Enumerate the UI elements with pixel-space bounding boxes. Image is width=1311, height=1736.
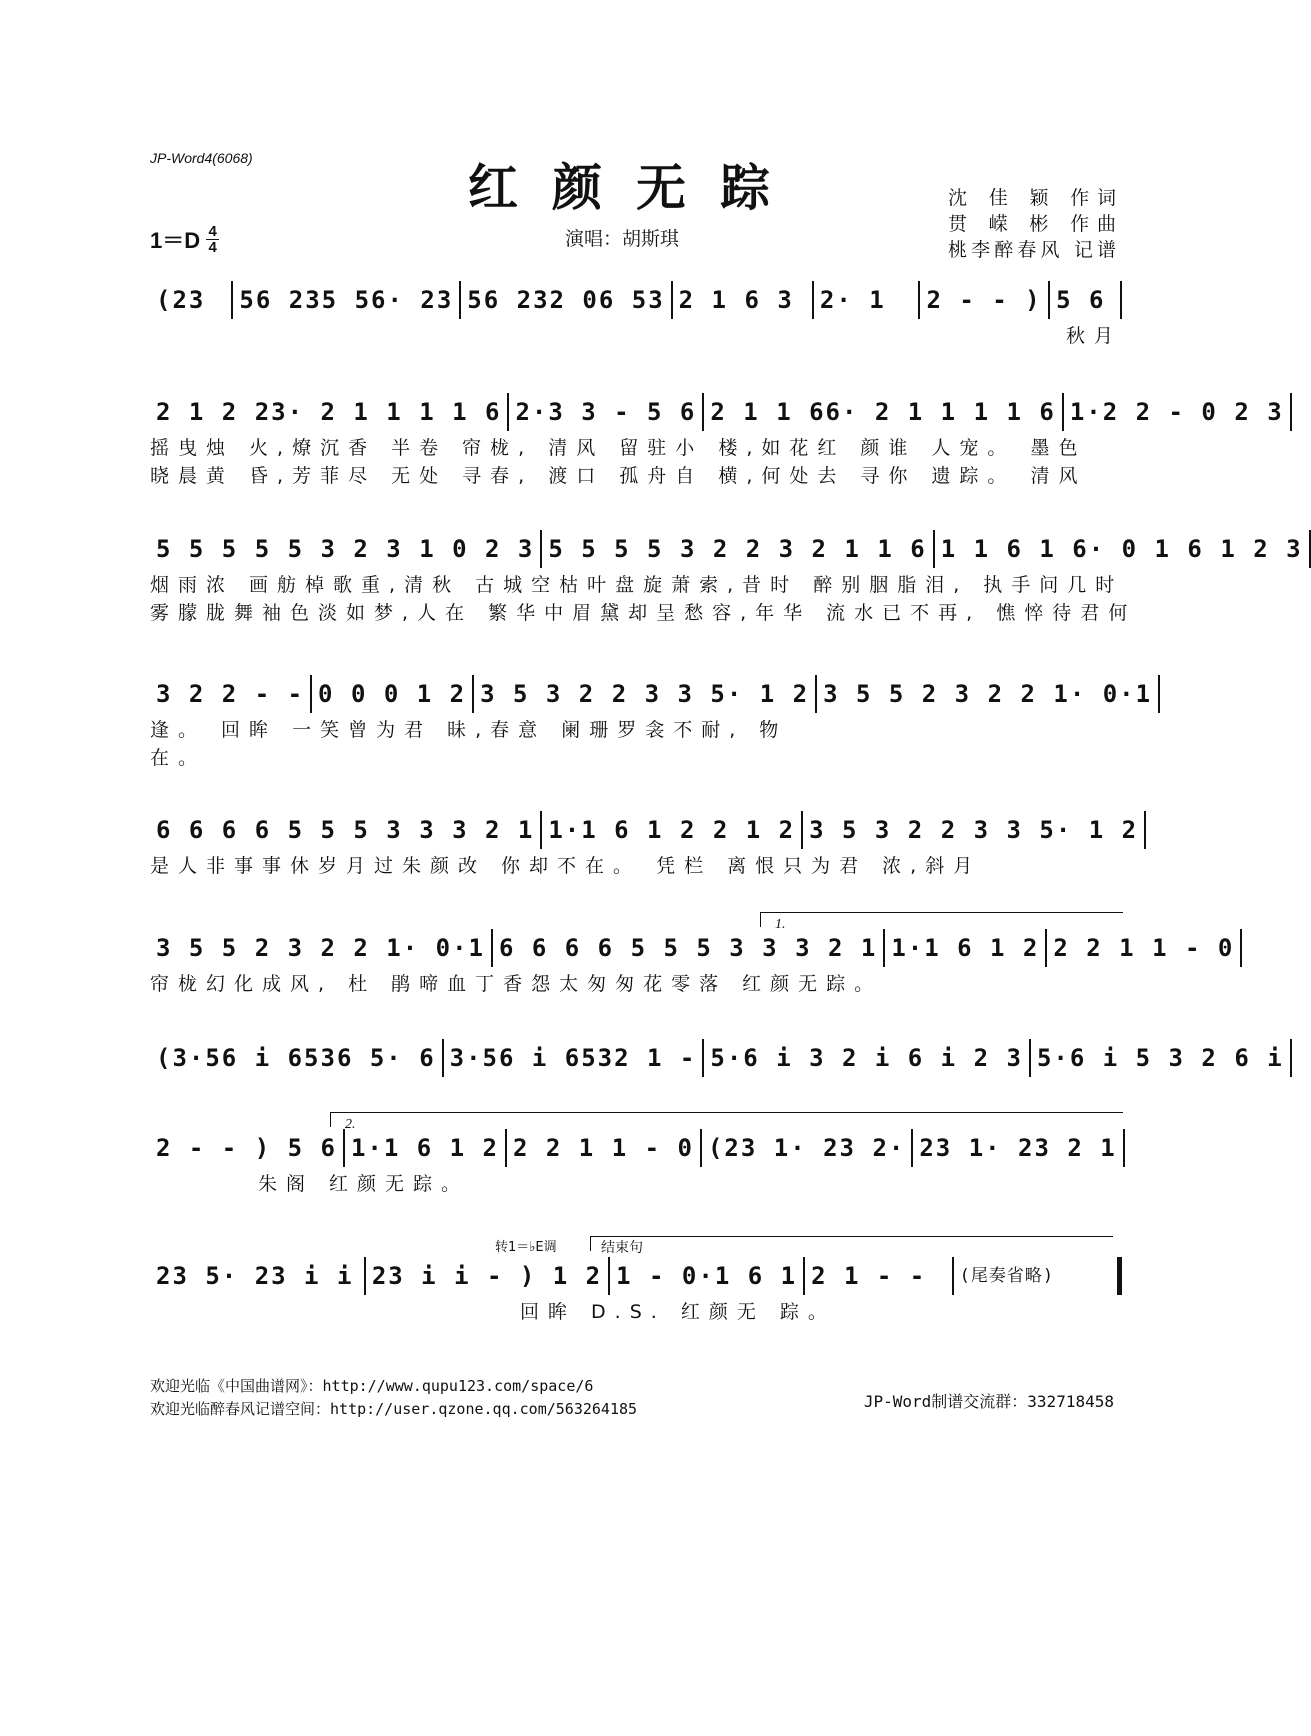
footer-links [150, 1375, 637, 1421]
score-system-5 [150, 808, 1139, 880]
time-signature [206, 224, 219, 255]
performer: 演唱：胡斯琪 [565, 228, 680, 250]
measure: 2 2 1 1 - 0 [507, 1129, 702, 1167]
lyric-line: 回眸 D.S. 红颜无 踪。 [520, 1301, 836, 1323]
lyric-line: 摇曳烛 火,燎沉香 半卷 帘栊, 清风 留驻小 楼,如花红 颜谁 人宠。 墨色 [150, 437, 1087, 459]
score-system-3 [150, 527, 1303, 627]
measure: (23 1· 23 2· [702, 1129, 913, 1167]
software-tag: JP-Word4(6068) [150, 150, 253, 166]
key-signature [150, 224, 219, 255]
measure: 2 2 1 1 - 0 [1047, 929, 1242, 967]
lyric-line: 朱阁 红颜无踪。 [258, 1173, 470, 1195]
lyric-line: 在。 [150, 747, 207, 769]
lyric-line: 帘栊幻化成风, 杜 鹃啼血丁香怨太匆匆花零落 红颜无踪。 [150, 973, 883, 995]
measure: 1·1 6 1 2 2 1 2 [542, 811, 803, 849]
lyric-line: 晓晨黄 昏,芳菲尽 无处 寻春, 渡口 孤舟自 横,何处去 寻你 遗踪。 清风 [150, 465, 1087, 487]
score-system-7 [150, 1036, 1284, 1080]
time-bottom: 4 [208, 239, 217, 256]
notes-row [150, 672, 1153, 716]
measure: 2· 1 [814, 281, 921, 319]
score-system-2 [150, 390, 1284, 490]
volta-bracket-1 [760, 912, 1123, 932]
measure: 2 1 1 66· 2 1 1 1 1 6 [704, 393, 1063, 431]
lyric-line: 雾朦胧舞袖色淡如梦,人在 繁华中眉黛却呈愁容,年华 流水已不再, 憔悴待君何 [150, 602, 1137, 624]
measure: (23 [150, 281, 233, 319]
measure: 3 5 5 2 3 2 2 1· 0·1 [150, 929, 493, 967]
time-top: 4 [208, 223, 217, 240]
measure: 23 i i - ) 1 2 [366, 1257, 610, 1295]
measure: 23 1· 23 2 1 [913, 1129, 1124, 1167]
measure: 5 5 5 5 5 3 2 3 1 0 2 3 [150, 530, 542, 568]
measure: 5 6 [1050, 281, 1122, 319]
measure: 6 6 6 6 5 5 5 3 3 3 2 1 [150, 811, 542, 849]
footer-link-1[interactable]: 欢迎光临《中国曲谱网》：http://www.qupu123.com/space/6 [150, 1377, 594, 1395]
notes-row [150, 1254, 1122, 1298]
measure: 56 232 06 53 [461, 281, 672, 319]
measure: 1·1 6 1 2 [345, 1129, 507, 1167]
volta-row [150, 912, 1122, 932]
measure: 6 6 6 6 5 5 5 3 3 3 2 1 [493, 929, 885, 967]
measure: 2 1 2 23· 2 1 1 1 1 6 [150, 393, 509, 431]
footer-link-2[interactable]: 欢迎光临醉春风记谱空间：http://user.qzone.qq.com/563264185 [150, 1400, 638, 1418]
lyric-line: 秋月 [1065, 325, 1122, 347]
measure: 2 1 6 3 [673, 281, 814, 319]
page-title: 红颜无踪 [468, 158, 804, 217]
volta-label: 1. [775, 917, 786, 932]
notes-row [150, 527, 1303, 571]
ending-bracket [590, 1236, 1113, 1256]
notes-row [150, 926, 1235, 970]
lyricist-credit: 沈 佳 颖 作词 [948, 187, 1116, 209]
notes-row [150, 1126, 1122, 1170]
measure: 2 - - ) [920, 281, 1050, 319]
score-system-9 [150, 1236, 1122, 1326]
notes-row [150, 808, 1139, 852]
measure: 2 1 - - [805, 1257, 954, 1295]
measure: 2·3 3 - 5 6 [509, 393, 704, 431]
measure: 1·1 6 1 2 [885, 929, 1047, 967]
measure: (3·56 i 6536 5· 6 [150, 1039, 444, 1077]
lyric-line: 是人非事事休岁月过朱颜改 你却不在。 凭栏 离恨只为君 浓,斜月 [150, 855, 982, 877]
volta-bracket-2 [330, 1112, 1123, 1132]
composer-credit: 贯 嵘 彬 作曲 [948, 213, 1116, 235]
modulation-mark: 转1＝♭E调 [495, 1240, 557, 1255]
measure: 1 - 0·1 6 1 [610, 1257, 805, 1295]
score-system-1 [150, 278, 1122, 350]
measure: 23 5· 23 i i [150, 1257, 366, 1295]
ending-label: 结束句 [601, 1240, 643, 1256]
measure: 3 5 5 2 3 2 2 1· 0·1 [817, 675, 1160, 713]
lyric-line: 逢。 回眸 一笑曾为君 昧,春意 阑珊罗衾不耐, 物 [150, 719, 788, 741]
marks-row [150, 1236, 1122, 1254]
notes-row [150, 1036, 1284, 1080]
score-system-8 [150, 1112, 1122, 1198]
measure: 5 5 5 5 3 2 2 3 2 1 1 6 [542, 530, 934, 568]
measure: 1·2 2 - 0 2 3 [1064, 393, 1292, 431]
footer-group: JP-Word制谱交流群：332718458 [863, 1392, 1114, 1411]
measure: 5·6 i 3 2 i 6 i 2 3 [704, 1039, 1031, 1077]
notes-row [150, 278, 1122, 322]
measure: 5·6 i 5 3 2 6 i [1031, 1039, 1292, 1077]
measure: 3·56 i 6532 1 - [444, 1039, 705, 1077]
score-system-4 [150, 672, 1153, 772]
score-system-6 [150, 912, 1235, 998]
measure: 2 - - ) 5 6 [150, 1129, 345, 1167]
measure: 3 2 2 - - [150, 675, 312, 713]
volta-row [150, 1112, 1122, 1132]
key-label: 1＝D [150, 228, 201, 253]
volta-label: 2. [345, 1117, 356, 1132]
lyric-line: 烟雨浓 画舫棹歌重,清秋 古城空枯叶盘旋萧索,昔时 醉别胭脂泪, 执手问几时 [150, 574, 1124, 596]
transcriber-credit: 桃李醉春风 记谱 [948, 239, 1116, 261]
measure: 3 5 3 2 2 3 3 5· 1 2 [474, 675, 817, 713]
credits [948, 185, 1116, 263]
measure: 3 5 3 2 2 3 3 5· 1 2 [803, 811, 1146, 849]
measure: 56 235 56· 23 [233, 281, 461, 319]
measure: (尾奏省略) [954, 1257, 1122, 1295]
notes-row [150, 390, 1284, 434]
measure: 1 1 6 1 6· 0 1 6 1 2 3 [935, 530, 1311, 568]
measure: 0 0 0 1 2 [312, 675, 474, 713]
